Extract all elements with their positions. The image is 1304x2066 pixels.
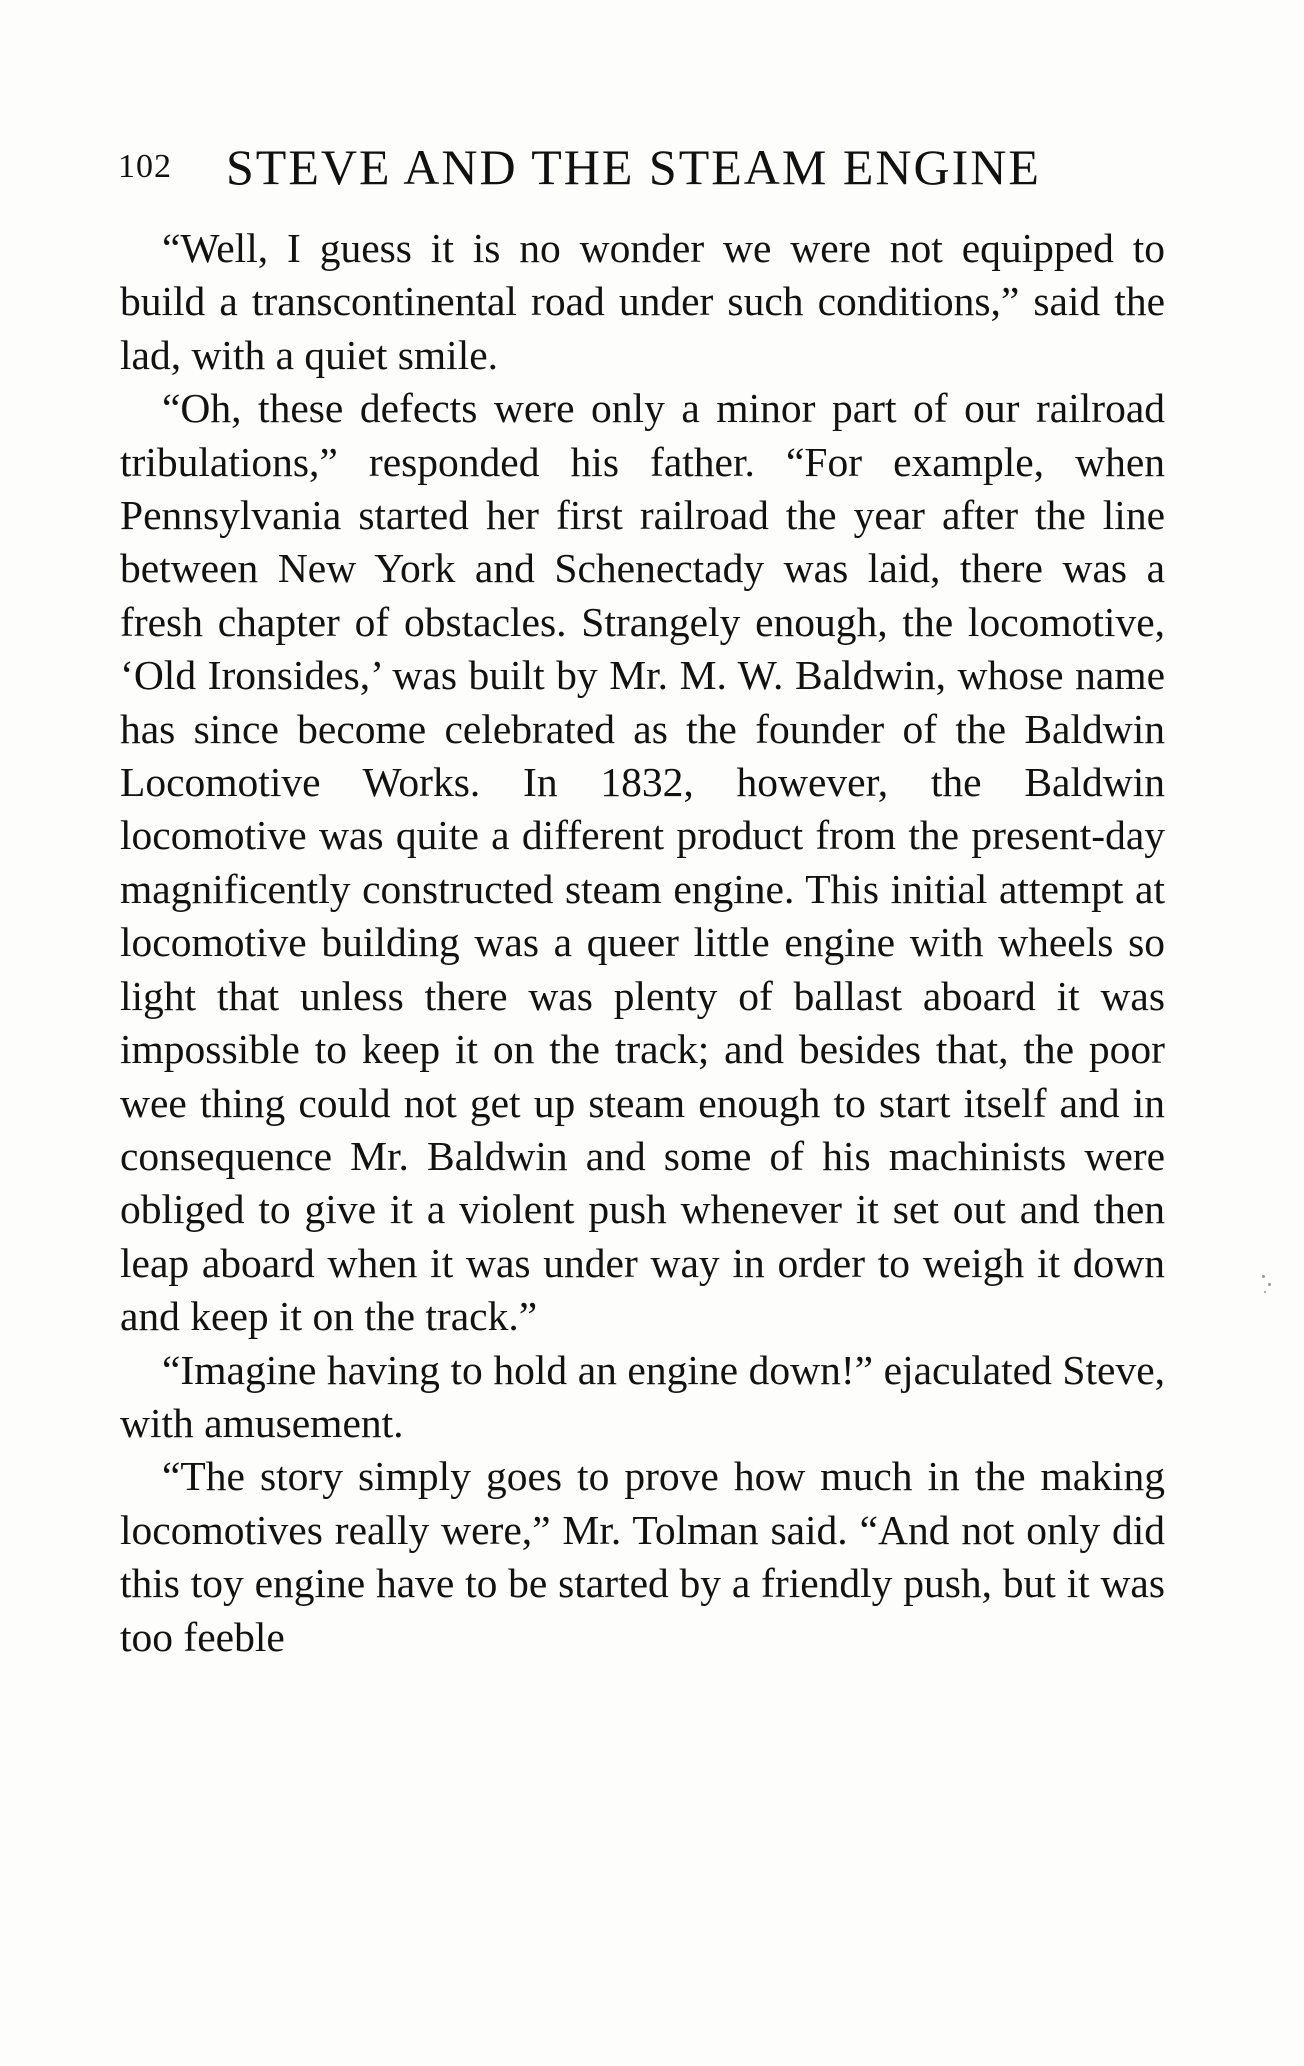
page-header <box>118 138 1168 198</box>
paper-speck <box>1264 1291 1266 1293</box>
paragraph: “Oh, these defects were only a minor part of our railroad tribulations,” responded his father. “For example, when Pennsylvania started her first railroad the year after the line between New York and Schenectady was laid, there was a fresh chapter of obstacles. Strangely enough, the locomotive, ‘Old Ironsides,’ was built by Mr. M. W. Baldwin, whose name has since become celebrated as the founder of the Baldwin Locomotive Works. In 1832, however, the Baldwin locomotive was quite a different product from the present-day magnificently constructed steam engine. This initial attempt at locomotive building was a queer little engine with wheels so light that unless there was plenty of ballast aboard it was impossible to keep it on the track; and besides that, the poor wee thing could not get up steam enough to start itself and in consequence Mr. Baldwin and some of his machinists were obliged to give it a violent push whenever it set out and then leap aboard when it was under way in order to weigh it down and keep it on the track.” <box>120 385 1165 1340</box>
running-head: STEVE AND THE STEAM ENGINE <box>226 139 1041 195</box>
page-number: 102 <box>118 148 172 185</box>
paper-speck <box>1268 1283 1271 1286</box>
paper-speck <box>1262 1275 1265 1278</box>
paragraph: “The story simply goes to prove how much in the making locomotives really were,” Mr. Tolman said. “And not only did this toy engine have to be started by a friendly push, but it was too feeble <box>120 1453 1165 1660</box>
paragraph: “Well, I guess it is no wonder we were not equipped to build a transcontinental road under such conditions,” said the lad, with a quiet smile. <box>120 225 1165 378</box>
paragraph: “Imagine having to hold an engine down!” ejaculated Steve, with amusement. <box>120 1346 1165 1446</box>
body-text <box>120 222 1165 1664</box>
